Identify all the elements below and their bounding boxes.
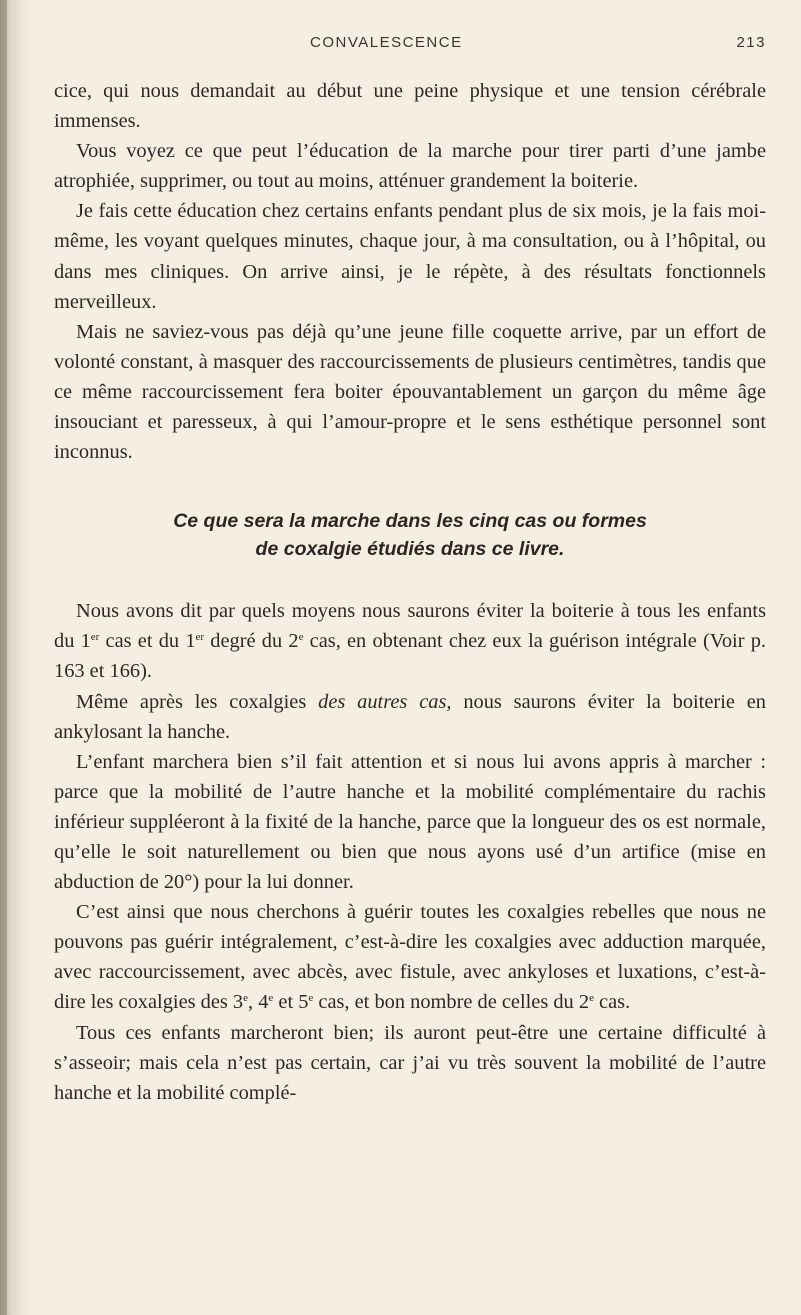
superscript-e: e (243, 992, 249, 1005)
superscript-er: er (90, 631, 100, 644)
paragraph-5-text-a: Nous avons dit par quels moyens nous saurons éviter la boiterie à tous les enfants du 1 (54, 600, 766, 653)
paragraph-5-text-d: cas, en obtenant chez eux la guérison intégrale (Voir p. 163 et 166). (54, 630, 766, 683)
page-gutter-shadow (0, 0, 7, 1315)
paragraph-5-text-b: cas et du 1 (99, 630, 196, 653)
paragraph-5 (54, 596, 766, 686)
superscript-e: e (298, 631, 304, 644)
paragraph-9: Tous ces enfants marcheront bien; ils auront peut-être une certaine difficulté à s’asseoir; mais cela n’est pas certain, car j’ai vu très souvent la mobilité de l’autre hanche et la mobilité complé- (54, 1021, 766, 1104)
paragraph-8-text-c: et 5 (273, 991, 309, 1014)
paragraph-6 (54, 687, 766, 747)
running-title: CONVALESCENCE (310, 34, 463, 51)
paragraph-3: Je fais cette éducation chez certains enfants pendant plus de six mois, je la fais moi-même, les voyant quelques minutes, chaque jour, à ma consultation, ou à l’hôpital, ou dans mes cliniques. On arrive ainsi, je le répète, à des résultats fonctionnels merveilleux. (54, 200, 766, 313)
running-head (54, 34, 766, 56)
paragraph-8 (54, 897, 766, 1017)
superscript-er: er (195, 631, 205, 644)
superscript-e: e (268, 992, 274, 1005)
body-text (54, 76, 766, 1108)
superscript-e: e (308, 992, 314, 1005)
superscript-e: e (589, 992, 594, 1005)
paragraph-8-text-a: C’est ainsi que nous cherchons à guérir toutes les coxalgies rebelles que nous ne pouvons pas guérir intégralement, c’est-à-dire les coxalgies avec adduction marquée, avec raccourcissement, avec abcès, avec fistule, avec ankyloses et luxations, c’est-à-dire les coxalgies des 3 (54, 901, 766, 1014)
paragraph-6-text-b: nous saurons éviter la boiterie en ankylosant la hanche. (54, 690, 766, 743)
paragraph-2: Vous voyez ce que peut l’éducation de la marche pour tirer parti d’une jambe atrophiée, supprimer, ou tout au moins, atténuer grandement la boiterie. (54, 140, 766, 193)
paragraph-8-text-b: , 4 (248, 991, 269, 1014)
paragraph-5-text-c: degré du 2 (204, 630, 299, 653)
paragraph-6-italic: des autres cas, (318, 690, 452, 713)
section-heading-line-1: Ce que sera la marche dans les cinq cas ou formes (173, 510, 647, 533)
page-number: 213 (736, 34, 766, 51)
section-heading (54, 507, 766, 563)
section-heading-line-2: de coxalgie étudiés dans ce livre. (255, 538, 565, 561)
paragraph-4: Mais ne saviez-vous pas déjà qu’une jeune fille coquette arrive, par un effort de volonté constant, à masquer des raccourcissements de plusieurs centimètres, tandis que ce même raccourcissement fera boiter épouvantablement un garçon du même âge insouciant et paresseux, à qui l’amour-propre et le sens esthétique personnel sont inconnus. (54, 320, 766, 464)
paragraph-7: L’enfant marchera bien s’il fait attention et si nous lui avons appris à marcher : parce que la mobilité de l’autre hanche et la mobilité complémentaire du rachis inférieur suppléeront à la fixité de la hanche, parce que la longueur des os est normale, qu’elle le soit naturellement ou bien que nous ayons usé d’un artifice (mise en abduction de 20°) pour la lui donner. (54, 750, 766, 894)
paragraph-8-text-d: cas, et bon nombre de celles du 2 (313, 991, 590, 1014)
paragraph-1: cice, qui nous demandait au début une peine physique et une tension cérébrale immenses. (54, 80, 766, 133)
paragraph-8-text-e: cas. (593, 991, 631, 1014)
paragraph-6-text-a: Même après les coxalgies (76, 690, 319, 713)
